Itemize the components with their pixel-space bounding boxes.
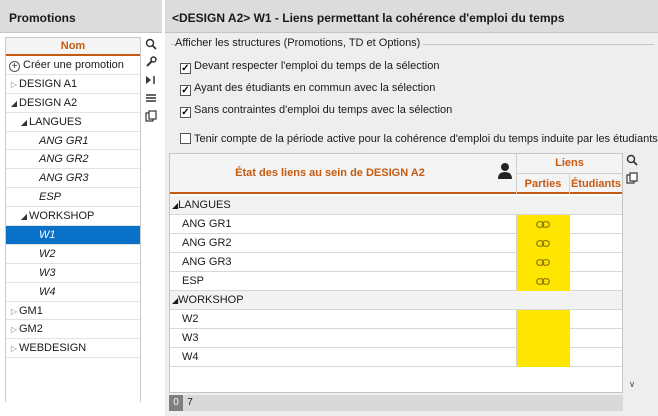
expand-icon[interactable]: ▷ xyxy=(10,344,18,354)
tree-item-label: ANG GR3 xyxy=(39,172,89,185)
tree-item[interactable] xyxy=(6,169,140,188)
cell-parties[interactable] xyxy=(516,272,569,291)
checkbox-respect-schedule[interactable] xyxy=(180,60,439,74)
link-icon xyxy=(536,221,550,228)
checkbox-box[interactable]: ✓ xyxy=(181,85,190,96)
cell-etudiants[interactable] xyxy=(569,310,622,329)
grid-copy-icon[interactable] xyxy=(624,171,640,189)
checkbox-label: Sans contraintes d'emploi du temps avec la sélection xyxy=(194,104,453,116)
tree-item[interactable] xyxy=(6,245,140,264)
grid-row-label xyxy=(172,294,244,306)
column-header-nom[interactable]: Nom xyxy=(6,38,140,56)
status-count-b: 7 xyxy=(187,397,193,408)
grid-row-text: ESP xyxy=(182,275,205,287)
tree-item[interactable] xyxy=(6,75,140,94)
links-grid xyxy=(169,153,623,393)
expand-icon[interactable]: ▷ xyxy=(10,325,18,335)
grid-group-row[interactable] xyxy=(170,196,622,215)
grid-row-label xyxy=(172,199,231,211)
grid-row[interactable] xyxy=(170,234,622,253)
grid-row[interactable] xyxy=(170,253,622,272)
grid-row[interactable] xyxy=(170,329,622,348)
link-icon xyxy=(536,259,550,266)
tree-item-label: WORKSHOP xyxy=(29,210,95,223)
grid-row-text: W4 xyxy=(182,351,199,363)
scroll-down-icon[interactable]: ∨ xyxy=(628,379,636,389)
column-parties[interactable]: Parties xyxy=(516,174,569,194)
tree-item-label: W4 xyxy=(39,285,56,298)
column-etudiants[interactable]: Étudiants xyxy=(569,174,622,194)
tree-item[interactable] xyxy=(6,339,140,358)
cell-etudiants[interactable] xyxy=(569,215,622,234)
grid-row-text: W2 xyxy=(182,313,199,325)
grid-search-icon[interactable] xyxy=(624,153,640,171)
grid-row-text: ANG GR2 xyxy=(182,237,232,249)
cell-parties[interactable] xyxy=(516,329,569,348)
grid-row-text: WORKSHOP xyxy=(178,294,244,306)
cell-parties[interactable] xyxy=(516,310,569,329)
copy-icon[interactable] xyxy=(142,109,160,127)
checkbox-box[interactable]: ✓ xyxy=(181,63,190,74)
grid-row-label xyxy=(182,313,199,325)
tree-item-label: LANGUES xyxy=(29,115,82,128)
tree-item[interactable] xyxy=(6,188,140,207)
tree-item[interactable] xyxy=(6,320,140,339)
links-panel xyxy=(165,0,658,416)
tree-item[interactable] xyxy=(6,226,140,245)
left-toolbar xyxy=(142,37,160,127)
checkbox-label: Tenir compte de la période active pour la cohérence d'emploi du temps induite par les étudiants xyxy=(194,133,658,145)
grid-row-text: LANGUES xyxy=(178,199,231,211)
cell-parties[interactable] xyxy=(516,215,569,234)
status-count-a: 0 xyxy=(169,395,183,411)
grid-row-label xyxy=(182,332,199,344)
tree-item[interactable] xyxy=(6,150,140,169)
grid-row-text: ANG GR1 xyxy=(182,218,232,230)
create-label: Créer une promotion xyxy=(23,59,124,71)
grid-row[interactable] xyxy=(170,272,622,291)
wrench-icon[interactable] xyxy=(142,55,160,73)
tree-item[interactable] xyxy=(6,283,140,302)
promotions-panel xyxy=(0,0,162,416)
cell-etudiants[interactable] xyxy=(569,234,622,253)
cell-parties[interactable] xyxy=(516,348,569,367)
grid-row-label xyxy=(182,237,232,249)
grid-row-label xyxy=(182,256,232,268)
tree-item-label: W2 xyxy=(39,247,56,260)
list-icon[interactable] xyxy=(142,91,160,109)
tree-item[interactable] xyxy=(6,132,140,151)
tree-item[interactable] xyxy=(6,94,140,113)
sort-icon[interactable] xyxy=(142,73,160,91)
grid-row[interactable] xyxy=(170,348,622,367)
links-panel-title: <DESIGN A2> W1 - Liens permettant la cohérence d'emploi du temps xyxy=(165,0,658,33)
grid-header xyxy=(170,154,622,194)
grid-row[interactable] xyxy=(170,215,622,234)
status-bar xyxy=(169,395,623,411)
tree-item-label: GM2 xyxy=(19,323,43,336)
checkbox-common-students[interactable] xyxy=(180,82,435,96)
tree-item-label: GM1 xyxy=(19,304,43,317)
tree-item-label: DESIGN A1 xyxy=(19,77,78,90)
checkbox-label: Devant respecter l'emploi du temps de la sélection xyxy=(194,60,440,72)
tree-item[interactable] xyxy=(6,302,140,321)
cell-etudiants[interactable] xyxy=(569,348,622,367)
add-icon: + xyxy=(9,61,20,72)
tree-item[interactable] xyxy=(6,207,140,226)
grid-row-label xyxy=(182,351,199,363)
search-icon[interactable] xyxy=(142,37,160,55)
person-icon[interactable] xyxy=(497,162,513,180)
collapse-icon[interactable]: ◢ xyxy=(172,296,179,305)
tree-item-label: W1 xyxy=(39,229,56,242)
grid-row-label xyxy=(182,275,204,287)
collapse-icon[interactable]: ◢ xyxy=(10,98,18,108)
cell-parties[interactable] xyxy=(516,234,569,253)
grid-row-text: W3 xyxy=(182,332,199,344)
checkbox-label: Ayant des étudiants en commun avec la sélection xyxy=(194,82,436,94)
tree-item-label: ESP xyxy=(39,191,62,204)
collapse-icon[interactable]: ◢ xyxy=(20,212,28,222)
expand-icon[interactable]: ▷ xyxy=(10,79,18,89)
tree-item-label: DESIGN A2 xyxy=(19,96,78,109)
grid-row-text: ANG GR3 xyxy=(182,256,232,268)
expand-icon[interactable]: ▷ xyxy=(10,306,18,316)
cell-etudiants[interactable] xyxy=(569,253,622,272)
cell-parties[interactable] xyxy=(516,253,569,272)
tree-item[interactable] xyxy=(6,264,140,283)
link-icon xyxy=(536,278,550,285)
column-liens: Liens xyxy=(516,154,622,174)
options-title: Afficher les structures (Promotions, TD et Options) xyxy=(175,37,423,49)
grid-row-label xyxy=(182,218,232,230)
tree-item-label: ANG GR1 xyxy=(39,134,89,147)
panel-title: Promotions xyxy=(0,0,162,33)
link-icon xyxy=(536,240,550,247)
checkbox-no-constraints[interactable] xyxy=(180,104,452,118)
promotions-tree xyxy=(5,37,141,402)
cell-etudiants[interactable] xyxy=(569,272,622,291)
checkbox-box[interactable]: ✓ xyxy=(181,107,190,118)
cell-etudiants[interactable] xyxy=(569,329,622,348)
checkbox-active-period[interactable] xyxy=(180,133,658,145)
tree-item-label: W3 xyxy=(39,266,56,279)
tree-item[interactable] xyxy=(6,113,140,132)
grid-group-row[interactable] xyxy=(170,291,622,310)
collapse-icon[interactable]: ◢ xyxy=(172,201,179,210)
grid-row[interactable] xyxy=(170,310,622,329)
collapse-icon[interactable]: ◢ xyxy=(20,117,28,127)
grid-header-title: État des liens au sein de DESIGN A2 xyxy=(235,167,425,179)
checkbox-box[interactable] xyxy=(180,133,191,144)
tree-rows xyxy=(6,75,140,358)
grid-side-tools xyxy=(624,153,640,393)
tree-item-label: ANG GR2 xyxy=(39,153,89,166)
tree-item-label: WEBDESIGN xyxy=(19,342,87,355)
create-promotion-button[interactable] xyxy=(6,56,140,75)
